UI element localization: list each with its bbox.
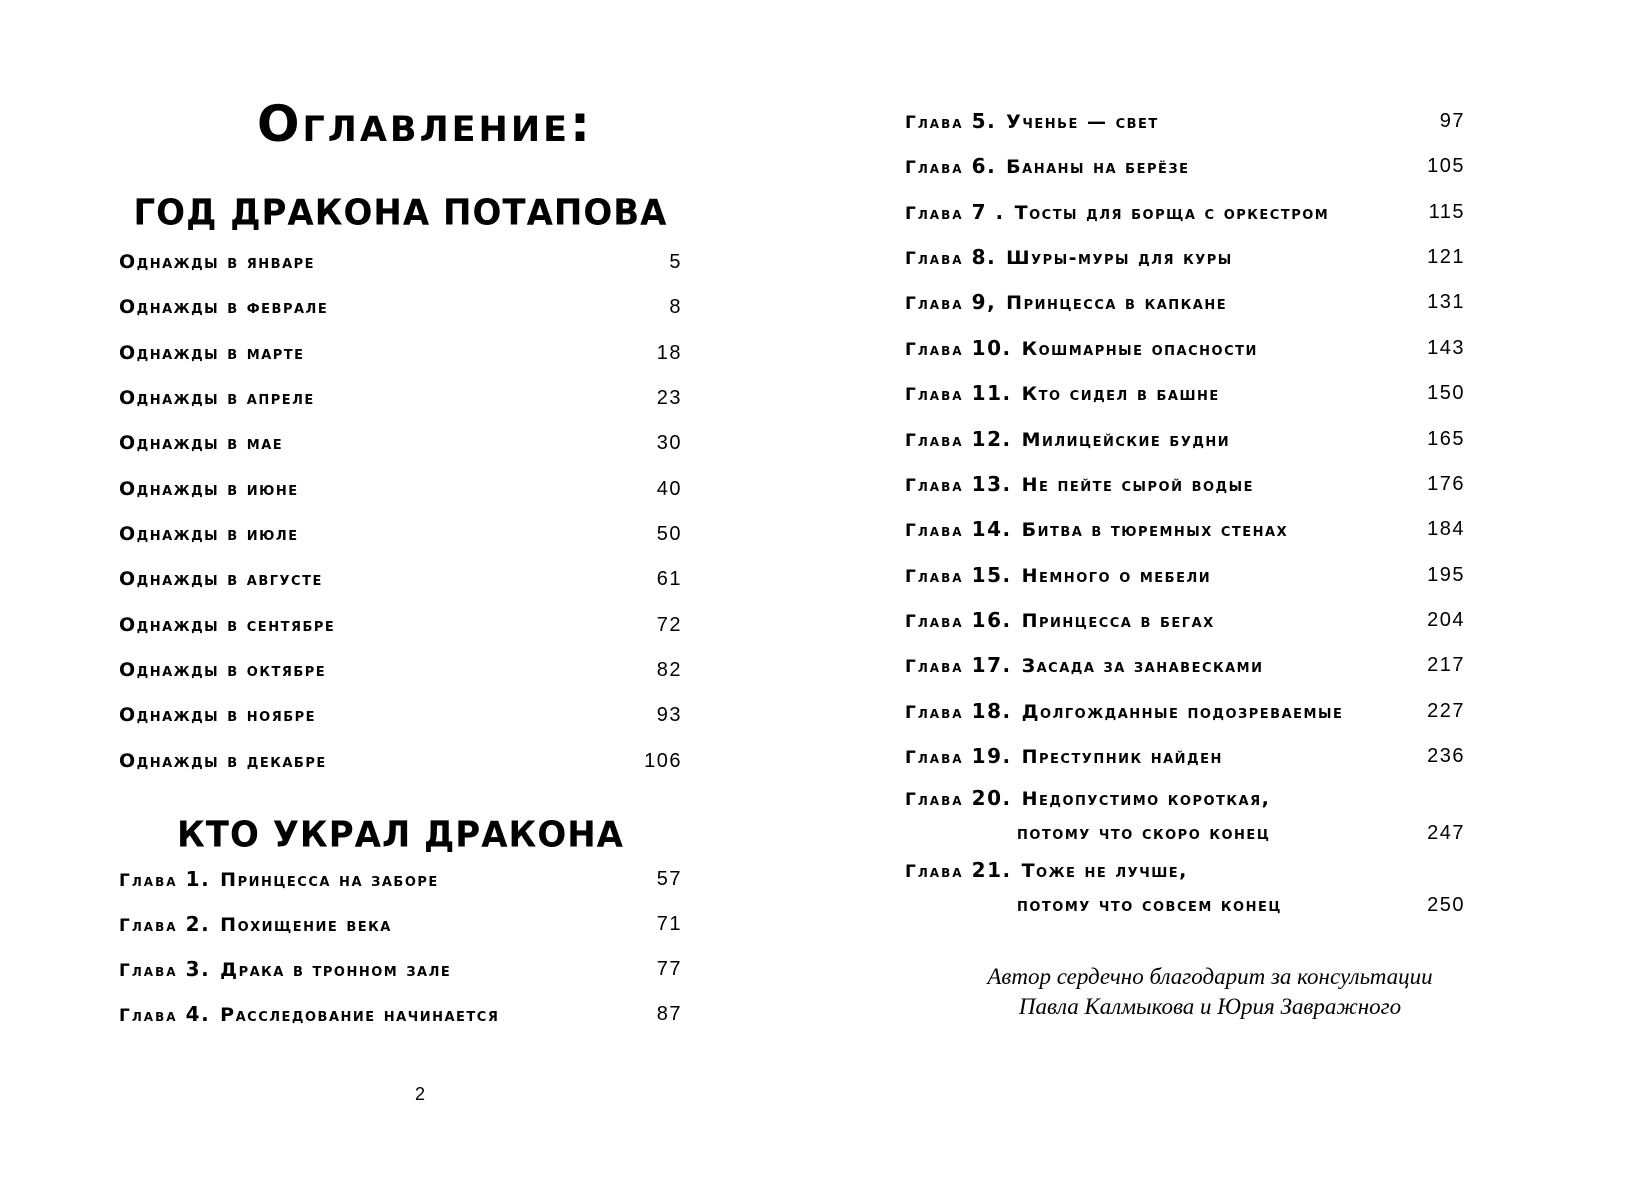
entry-page: 87 [656, 1003, 682, 1025]
entry-title: Однажды в марте [119, 342, 305, 364]
toc-entry[interactable] [905, 471, 1465, 501]
toc-entry[interactable] [119, 866, 682, 896]
chapter-number: 18. [971, 699, 1012, 723]
entry-page: 143 [1427, 337, 1465, 359]
entry-label [905, 743, 1223, 771]
entry-page: 30 [656, 432, 682, 454]
entry-page: 8 [669, 296, 682, 318]
entry-label [119, 866, 439, 894]
entry-label [905, 426, 1230, 454]
entry-title-continuation: потому что скоро конец [1017, 822, 1271, 844]
entry-page: 250 [1427, 894, 1465, 916]
chapter-word: Глава [905, 748, 964, 768]
entry-title: Однажды в феврале [119, 296, 329, 318]
toc-entry[interactable] [119, 294, 682, 324]
entry-title: Кошмарные опасности [1021, 338, 1258, 360]
entry-title: Однажды в июне [119, 478, 299, 500]
chapter-number: 2. [185, 912, 211, 936]
toc-entry[interactable] [905, 380, 1465, 410]
chapter-word: Глава [119, 961, 178, 981]
section-heading-1: ГОД ДРАКОНА ПОТАПОВА [133, 192, 668, 234]
chapter-word: Глава [119, 871, 178, 891]
entry-label [119, 911, 392, 939]
entry-title: Не пейте сырой водые [1021, 474, 1254, 496]
entry-title: Однажды в июле [119, 523, 299, 545]
entry-title: Принцесса в капкане [1006, 292, 1228, 314]
chapter-number: 1. [185, 867, 211, 891]
entry-title: Тосты для борща с оркестром [1014, 202, 1330, 224]
chapter-number: 17. [971, 653, 1012, 677]
toc-entry[interactable] [119, 340, 682, 370]
toc-entry[interactable] [905, 698, 1465, 728]
toc-entry-two-line[interactable] [905, 785, 1465, 851]
chapter-number: 15. [971, 563, 1012, 587]
entry-page: 40 [656, 478, 682, 500]
page-number: 2 [414, 1084, 425, 1104]
entry-page: 57 [656, 868, 682, 890]
entry-page: 105 [1427, 155, 1465, 177]
entry-label [905, 607, 1215, 635]
entry-label [905, 516, 1288, 544]
toc-entry[interactable] [905, 516, 1465, 546]
toc-entry[interactable] [119, 956, 682, 986]
entry-title: Ученье — свет [1006, 111, 1159, 133]
chapter-word: Глава [119, 1006, 178, 1026]
entry-page: 115 [1428, 201, 1465, 223]
toc-entry[interactable] [119, 476, 682, 506]
entry-title-continuation: потому что совсем конец [1017, 894, 1282, 916]
entry-title: Однажды в августе [119, 568, 323, 590]
acknowledgement [945, 962, 1475, 1022]
chapter-number: 19. [971, 744, 1012, 768]
toc-entry[interactable] [905, 652, 1465, 682]
entry-page: 50 [656, 523, 682, 545]
toc-entry[interactable] [119, 430, 682, 460]
entry-page: 23 [656, 387, 682, 409]
entry-label [905, 335, 1258, 363]
entry-title: Однажды в апреле [119, 387, 315, 409]
toc-entry[interactable] [119, 1001, 682, 1031]
entry-label [905, 380, 1220, 408]
entry-label [905, 698, 1343, 726]
entry-page: 176 [1427, 473, 1465, 495]
entry-page: 72 [656, 614, 682, 636]
chapter-word: Глава [905, 657, 964, 677]
toc-entry[interactable] [905, 607, 1465, 637]
entry-title: Милицейские будни [1021, 429, 1231, 451]
chapter-word: Глава [905, 862, 964, 882]
chapter-word: Глава [905, 703, 964, 723]
entry-title: Однажды в сентябре [119, 614, 336, 636]
entry-page: 82 [656, 659, 682, 681]
chapter-number: 21. [971, 858, 1012, 882]
entry-title: Битва в тюремных стенах [1021, 519, 1289, 541]
toc-entry-two-line[interactable] [905, 857, 1465, 923]
entry-page: 5 [669, 251, 682, 273]
entry-title: Однажды в мае [119, 432, 284, 454]
toc-entry[interactable] [905, 153, 1465, 183]
entry-page: 227 [1427, 700, 1465, 722]
entry-title: Однажды в декабре [119, 750, 327, 772]
entry-page: 71 [656, 913, 682, 935]
chapter-number: 5. [971, 109, 997, 133]
entry-label [905, 471, 1254, 499]
entry-title: Тоже не лучше, [1021, 860, 1188, 882]
toc-entry[interactable] [905, 289, 1465, 319]
entry-page: 195 [1427, 564, 1465, 586]
entry-title: Однажды в октябре [119, 659, 327, 681]
chapter-number: 10. [971, 336, 1012, 360]
entry-title: Долгожданные подозреваемые [1021, 701, 1344, 723]
entry-page: 184 [1427, 518, 1465, 540]
acknowledgement-line-2: Павла Калмыкова и Юрия Завражного [1018, 994, 1402, 1019]
chapter-word: Глава [905, 521, 964, 541]
chapter-word: Глава [905, 790, 964, 810]
chapter-number: 11. [971, 381, 1012, 405]
chapter-word: Глава [905, 567, 964, 587]
entry-title: Преступник найден [1021, 746, 1223, 768]
entry-page: 150 [1427, 382, 1465, 404]
entry-label [905, 289, 1227, 317]
chapter-number: 12. [971, 427, 1012, 451]
entry-page: 204 [1427, 609, 1465, 631]
entry-title: Бананы на берёзе [1006, 156, 1190, 178]
entry-page: 247 [1427, 822, 1465, 844]
entry-title: Расследование начинается [220, 1004, 500, 1026]
toc-entry[interactable] [119, 612, 682, 642]
entry-label [905, 785, 1270, 813]
entry-page: 121 [1427, 246, 1465, 268]
chapter-number: 16. [971, 608, 1012, 632]
entry-page: 61 [656, 568, 682, 590]
chapter-number: 4. [185, 1002, 211, 1026]
toc-entry[interactable] [119, 521, 682, 551]
entry-page: 77 [656, 958, 682, 980]
entry-label [905, 108, 1159, 136]
entry-label [905, 857, 1188, 885]
entry-title: Кто сидел в башне [1021, 383, 1220, 405]
entry-label [905, 199, 1329, 227]
entry-label [119, 956, 451, 984]
entry-label [119, 1001, 499, 1029]
entry-label [905, 652, 1264, 680]
chapter-word: Глава [905, 612, 964, 632]
chapter-word: Глава [119, 916, 178, 936]
chapter-number: 7 . [971, 200, 1005, 224]
entry-page: 217 [1427, 654, 1465, 676]
chapter-number: 6. [971, 154, 997, 178]
entry-title: Недопустимо короткая, [1021, 788, 1271, 810]
entry-title: Однажды в январе [119, 251, 316, 273]
entry-page: 93 [656, 704, 682, 726]
chapter-word: Глава [905, 385, 964, 405]
toc-entry[interactable] [119, 911, 682, 941]
chapter-word: Глава [905, 113, 964, 133]
entry-label [905, 562, 1211, 590]
entry-title: Похищение века [220, 914, 392, 936]
chapter-number: 9, [971, 290, 997, 314]
toc-entry[interactable] [119, 702, 682, 732]
toc-entry[interactable] [905, 426, 1465, 456]
toc-entry[interactable] [905, 335, 1465, 365]
entry-title: Засада за занавесками [1021, 655, 1264, 677]
toc-entry[interactable] [119, 748, 682, 778]
toc-title: Оглавление: [256, 95, 594, 153]
entry-page: 106 [644, 750, 682, 772]
entry-title: Драка в тронном зале [220, 959, 452, 981]
chapter-number: 13. [971, 472, 1012, 496]
chapter-word: Глава [905, 340, 964, 360]
entry-page: 165 [1427, 428, 1465, 450]
chapter-word: Глава [905, 158, 964, 178]
entry-label [905, 153, 1190, 181]
chapter-number: 8. [971, 245, 997, 269]
toc-entry[interactable] [119, 657, 682, 687]
toc-entry[interactable] [905, 199, 1465, 229]
entry-page: 97 [1439, 110, 1465, 132]
toc-entry[interactable] [905, 244, 1465, 274]
entry-title: Принцесса в бегах [1021, 610, 1215, 632]
entry-title: Немного о мебели [1021, 565, 1212, 587]
chapter-word: Глава [905, 294, 964, 314]
entry-page: 236 [1427, 745, 1465, 767]
entry-title: Однажды в ноябре [119, 704, 317, 726]
toc-entry[interactable] [119, 249, 682, 279]
toc-entry[interactable] [905, 562, 1465, 592]
chapter-word: Глава [905, 249, 964, 269]
chapter-number: 14. [971, 517, 1012, 541]
chapter-number: 3. [185, 957, 211, 981]
entry-title: Шуры-муры для куры [1006, 247, 1233, 269]
section-heading-2: КТО УКРАЛ ДРАКОНА [176, 814, 624, 856]
chapter-word: Глава [905, 476, 964, 496]
chapter-number: 20. [971, 786, 1012, 810]
entry-page: 18 [656, 342, 682, 364]
entry-page: 131 [1427, 291, 1465, 313]
toc-entry[interactable] [905, 743, 1465, 773]
toc-entry[interactable] [119, 566, 682, 596]
toc-entry[interactable] [119, 385, 682, 415]
acknowledgement-line-1: Автор сердечно благодарит за консультации [987, 964, 1433, 989]
chapter-word: Глава [905, 431, 964, 451]
chapter-word: Глава [905, 204, 964, 224]
toc-entry[interactable] [905, 108, 1465, 138]
entry-title: Принцесса на заборе [220, 869, 439, 891]
entry-label [905, 244, 1233, 272]
